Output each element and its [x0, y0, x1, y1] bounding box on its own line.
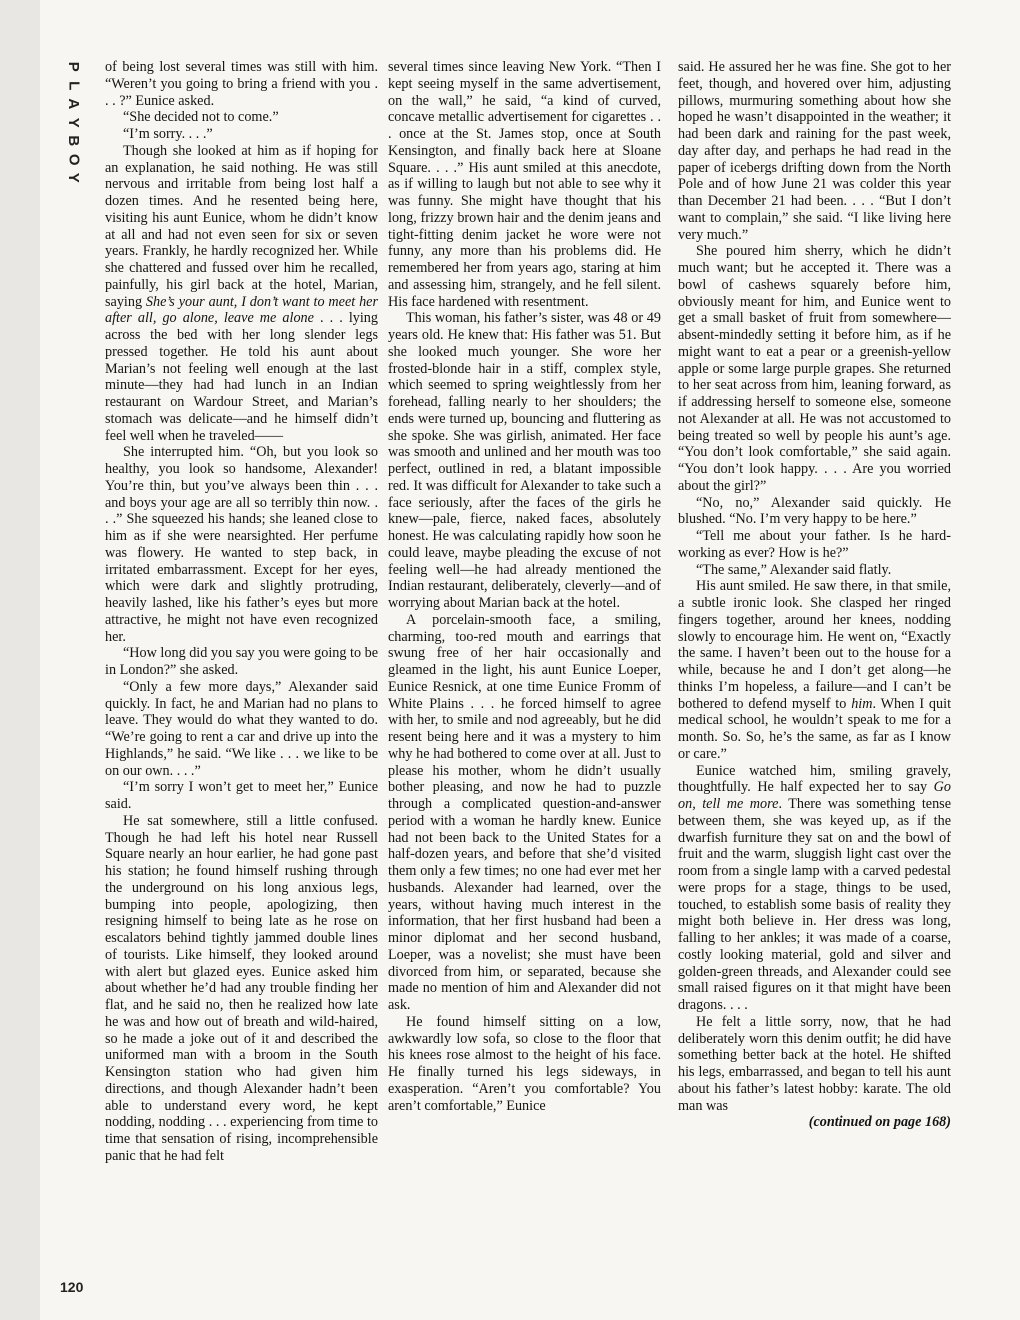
paragraph: several times since leaving New York. “Then I kept seeing myself in the same advertisement, on the wall,” he said, “a kind of curved, concave metallic advertisement for cigarettes . . . once at the St. James stop, once at South Kensington, and finally back here at Sloane Square. . . .” His aunt smiled at this anecdote, as if willing to laugh but not able to see why it was funny. She might have thought that his long, frizzy brown hair and the denim jeans and tight-fitting denim jacket he wore were not funny, any more than his problems did. He remembered her from years ago, staring at him and assessing him, strangely, and he fell silent. His face hardened with resentment.	[388, 59, 661, 310]
paragraph	[678, 578, 951, 762]
paragraph-text: . When I quit medical school, he wouldn’t speak to me for a month. So. So, he’s the same, as far as I know or care.”	[678, 695, 952, 762]
masthead-letter: P	[65, 61, 83, 73]
paragraph: said. He assured her he was fine. She got to her feet, though, and hovered over him, adjusting pillows, murmuring something about how she hoped he wasn’t disappointed in the weather; it had been dark and raining for the past week, day after day, and perhaps he had read in the paper of icebergs drifting down from the North Pole and of how June 21 was colder this year than December 21 had been. . . . “But I don’t want to complain,” she said. “I like living here very much.”	[678, 59, 951, 243]
paragraph: A porcelain-smooth face, a smiling, charming, too-red mouth and earrings that swung free of her hair occasionally and gleamed in the light, his aunt Eunice Loeper, Eunice Resnick, at one time Eunice Fromm of White Plains . . . he forced himself to agree with her, to smile and nod agreeably, but he did resent being here and it was a mystery to him why he had bothered to come over at all. Just to please his mother, whom he didn’t usually bother pleasing, and now he had to puzzle through a complicated question-and-answer period with a woman he hardly knew. Eunice had not been back to the United States for a half-dozen years, and before that she’d visited them only a few times; no one had ever met her husbands. Alexander had learned, over the years, without having much interest in the information, that her first husband had been a minor diplomat and her second husband, Loeper, was a novelist; she must have been divorced from him, or separated, because she made no mention of him and Alexander did not ask.	[388, 611, 661, 1013]
paragraph: “I’m sorry. . . .”	[123, 126, 213, 142]
paragraph: She interrupted him. “Oh, but you look so healthy, you look so handsome, Alexander! You’re thin, but you’ve always been thin . . . and boys your age are all so terribly thin now. . . .” She squeezed his hands; she leaned close to him as if she were nearsighted. Her perfume was flowery. He wanted to step back, in irritated embarrassment. Except for her eyes, which were dark and slightly protruding, heavily lashed, like his father’s eyes but more attractive, he might not have even recognized her.	[105, 444, 378, 645]
masthead	[63, 58, 83, 188]
italic-emphasis: him	[851, 695, 873, 712]
masthead-letter: A	[65, 98, 83, 111]
paragraph: He felt a little sorry, now, that he had deliberately worn this denim outfit; he did have something better back at the hotel. He shifted his legs, embarrassed, and began to tell his aunt about his father’s latest hobby: karate. The old man was	[678, 1013, 951, 1114]
paragraph	[678, 763, 951, 1014]
paragraph: He sat somewhere, still a little confused. Though he had left his hotel near Russell Square nearly an hour earlier, he had gone past his station; he found himself rushing through the underground on his long anxious legs, bumping into people, apologizing, then resigning himself to being late as he rose on escalators behind tightly jammed double lines of tourists. Like himself, they looked around with alert but glazed eyes. Eunice asked him about whether he’d had any trouble finding her flat, and he said no, then he realized how late he was and how out of breath and wild-haired, so he made a joke out of it and described the uniformed man with a broom in the South Kensington station who had given him directions, and though Alexander hadn’t been able to understand every word, he kept nodding, nodding . . . experiencing from time to time that sensation of rising, incomprehensible panic that he had felt	[105, 812, 378, 1164]
paragraph-text: Though she looked at him as if hoping for an explanation, he said nothing. He was still nervous and irritable from being lost half a dozen times. And he resented being here, visiting his aunt Eunice, whom he didn’t know at all and had not even seen for six or seven years. Frankly, he hardly recognized her. While she chattered and fussed over him he recalled, painfully, his girl back at the hotel, Marian, saying	[105, 142, 378, 310]
paragraph: “She decided not to come.”	[123, 109, 279, 126]
paragraph: “The same,” Alexander said flatly.	[696, 561, 892, 578]
masthead-letter: O	[65, 153, 83, 167]
masthead-letter: Y	[65, 117, 83, 129]
text-column-1	[105, 59, 378, 1165]
paragraph: “I’m sorry I won’t get to meet her,” Eunice said.	[105, 779, 378, 812]
paragraph-text: . . . lying across the bed with her long slender legs pressed together. He told his aunt about Marian’s not feeling well enough at the last minute—they had had lunch in an Indian restaurant on Wardour Street, and Marian’s stomach was delicate—and he himself didn’t feel well when he traveled——	[105, 310, 378, 444]
masthead-letter: B	[65, 135, 83, 148]
paragraph: “Only a few more days,” Alexander said quickly. In fact, he and Marian had no plans to leave. They would do what they wanted to do. “We’re going to rent a car and drive up into the Highlands,” he said. “We like . . . we like to be on our own. . . .”	[105, 678, 378, 779]
paragraph: “No, no,” Alexander said quickly. He blushed. “No. I’m very happy to be here.”	[678, 494, 951, 528]
paragraph: He found himself sitting on a low, awkwardly low sofa, so close to the floor that his knees rose almost to the height of his face. He finally turned his legs sideways, in exasperation. “Aren’t you comfortable? You aren’t comfortable,” Eunice	[388, 1013, 661, 1114]
paragraph: of being lost several times was still with him. “Weren’t you going to bring a friend with you . . . ?” Eunice asked.	[105, 59, 378, 109]
page-number: 120	[60, 1279, 84, 1295]
masthead-letter: Y	[65, 172, 83, 184]
italic-quote: She’s your aunt, I don’t want to meet her after all, go alone, leave me alone	[105, 293, 378, 327]
paragraph: “How long did you say you were going to be in London?” she asked.	[105, 645, 378, 678]
paragraph: “Tell me about your father. Is he hard-working as ever? How is he?”	[678, 528, 951, 561]
paragraph-text: . There was something tense between them, she was keyed up, as if the dwarfish furniture they sat on and the bowl of fruit and the warm, sluggish light cast over the room from a single lamp with a carved pedestal were props for a stage, things to be used, touched, to establish some basis of reality they might both believe in. Her dress was long, falling to her ankles; it was made of a coarse, costly looking material, gold and silver and golden-green threads, and Alexander could see small raised figures on it that might have been dragons. . . .	[678, 796, 951, 1013]
continued-note: (continued on page 168)	[808, 1114, 951, 1131]
text-column-2	[388, 59, 661, 1114]
paragraph	[105, 143, 378, 445]
paragraph-text: Eunice watched him, smiling gravely, thoughtfully. He half expected her to say	[678, 762, 951, 796]
masthead-letter: L	[65, 80, 83, 91]
paragraph: This woman, his father’s sister, was 48 or 49 years old. He knew that: His father was 51. But she looked much younger. She wore her frosted-blonde hair in a stiff, complex style, which seemed to spring weightlessly from her forehead, falling nearly to her shoulders; the ends were turned up, bouncing and fluttering as she spoke. She was girlish, animated. Her face was smooth and unlined and her mouth was too perfect, outlined in red, a blatant impossible red. It was difficult for Alexander to take such a face seriously, after the faces of the girls he knew—pale, fierce, naked faces, absolutely honest. He was calculating rapidly how soon he could leave, maybe pleading the excuse of not feeling well—he had already mentioned the Indian restaurant, deliberately, cleverly—and of worrying about Marian back at the hotel.	[388, 310, 661, 611]
italic-quote: Go on, tell me more	[678, 779, 951, 812]
paragraph: She poured him sherry, which he didn’t much want; but he accepted it. There was a bowl of cashews squarely before him, obviously meant for him, and Eunice went to get a small basket of fruit from somewhere—absent-mindedly setting it before him, as if he might want to eat a pear or a greenish-yellow apple or some large purple grapes. She returned to her seat across from him, leaning forward, as if addressing herself to someone else, someone not Alexander at all. He was not accustomed to being treated so well by people his aunt’s age. “You don’t look comfortable,” she said again. “You don’t look happy. . . . Are you worried about the girl?”	[678, 243, 951, 494]
paragraph-text: His aunt smiled. He saw there, in that smile, a subtle ironic look. She clasped her ringed fingers together, around her knees, nodding slowly to encourage him. He went on, “Exactly the same. I haven’t been out to the house for a while, because he and I don’t get along—he thinks I’m hopeless, a failure—and I can’t be bothered to defend myself to	[678, 578, 951, 712]
text-column-3	[678, 59, 951, 1131]
